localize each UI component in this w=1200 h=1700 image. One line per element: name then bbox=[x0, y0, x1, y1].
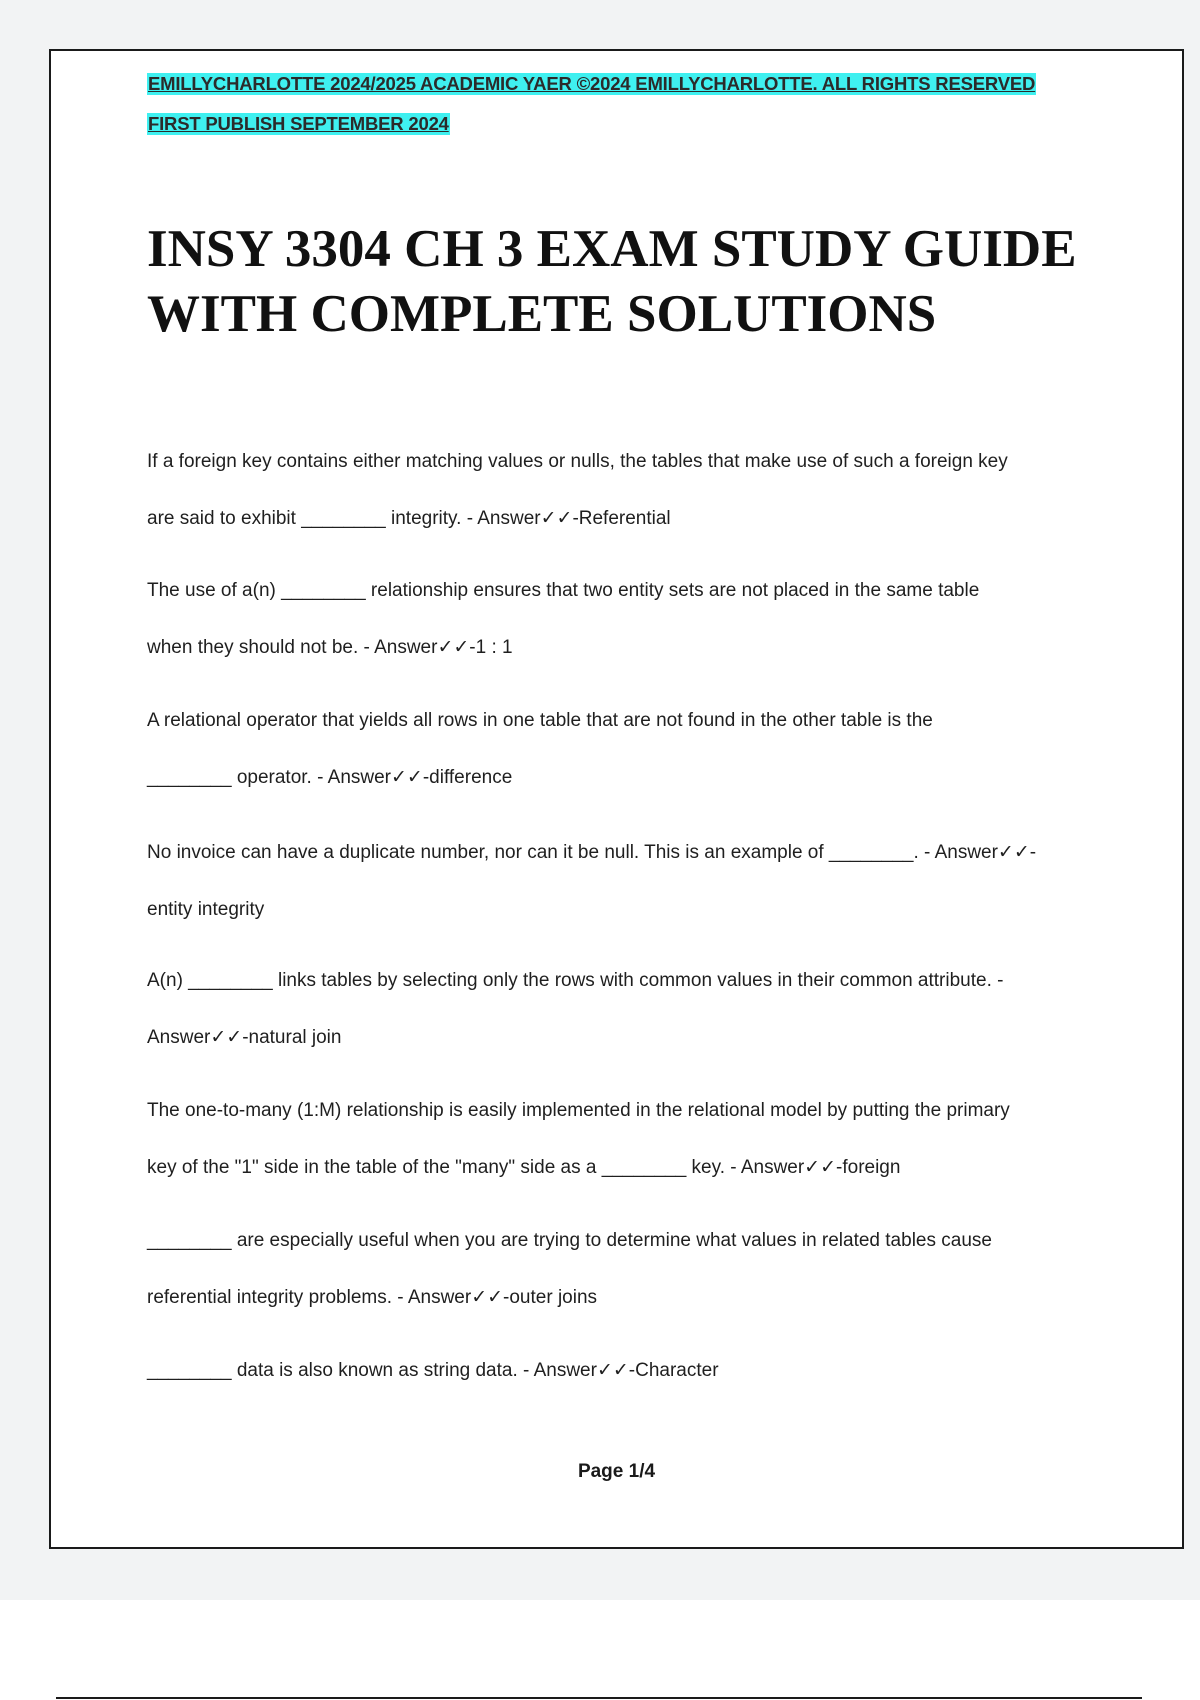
document-page bbox=[49, 49, 1184, 1549]
document-title-line-1: INSY 3304 CH 3 EXAM STUDY GUIDE bbox=[147, 220, 1077, 278]
question-item bbox=[147, 952, 1132, 1066]
page-number: Page 1/4 bbox=[577, 1461, 656, 1482]
question-text: A relational operator that yields all rows in one table that are not found in the other table is the bbox=[147, 710, 933, 731]
question-item bbox=[147, 1082, 1132, 1196]
question-answer-text: Answer✓✓-natural join bbox=[147, 1027, 342, 1048]
question-answer-text: referential integrity problems. - Answer✓✓-outer joins bbox=[147, 1287, 598, 1308]
question-item bbox=[147, 1212, 1132, 1326]
question-text: No invoice can have a duplicate number, nor can it be null. This is an example of ________. - Answer✓✓- bbox=[147, 842, 1037, 863]
publish-date-header-line: FIRST PUBLISH SEPTEMBER 2024 bbox=[148, 113, 449, 134]
question-answer-text: ________ operator. - Answer✓✓-difference bbox=[147, 767, 513, 788]
question-answer-text: when they should not be. - Answer✓✓-1 : 1 bbox=[147, 637, 513, 658]
question-text: If a foreign key contains either matching values or nulls, the tables that make use of such a foreign key bbox=[147, 451, 1008, 472]
question-answer-text: key of the "1" side in the table of the "many" side as a ________ key. - Answer✓✓-foreign bbox=[147, 1157, 901, 1178]
question-text: The use of a(n) ________ relationship ensures that two entity sets are not placed in the same table bbox=[147, 580, 980, 601]
document-title-line-2: WITH COMPLETE SOLUTIONS bbox=[147, 285, 937, 343]
question-text: ________ are especially useful when you are trying to determine what values in related tables cause bbox=[147, 1230, 992, 1251]
question-item bbox=[147, 692, 1132, 806]
question-item bbox=[147, 433, 1132, 547]
question-item bbox=[147, 824, 1132, 938]
question-text: A(n) ________ links tables by selecting only the rows with common values in their common attribute. - bbox=[147, 970, 1004, 991]
document-title bbox=[147, 217, 1107, 347]
question-answer-text: entity integrity bbox=[147, 899, 265, 920]
question-text: ________ data is also known as string data. - Answer✓✓-Character bbox=[147, 1360, 719, 1381]
question-item bbox=[147, 562, 1132, 676]
question-text: The one-to-many (1:M) relationship is easily implemented in the relational model by putting the primary bbox=[147, 1100, 1010, 1121]
copyright-header-line: EMILLYCHARLOTTE 2024/2025 ACADEMIC YAER ©2024 EMILLYCHARLOTTE. ALL RIGHTS RESERVED bbox=[148, 73, 1036, 94]
question-item bbox=[147, 1342, 1132, 1399]
question-answer-text: are said to exhibit ________ integrity. - Answer✓✓-Referential bbox=[147, 508, 671, 529]
next-page-top-rule bbox=[56, 1697, 1142, 1699]
